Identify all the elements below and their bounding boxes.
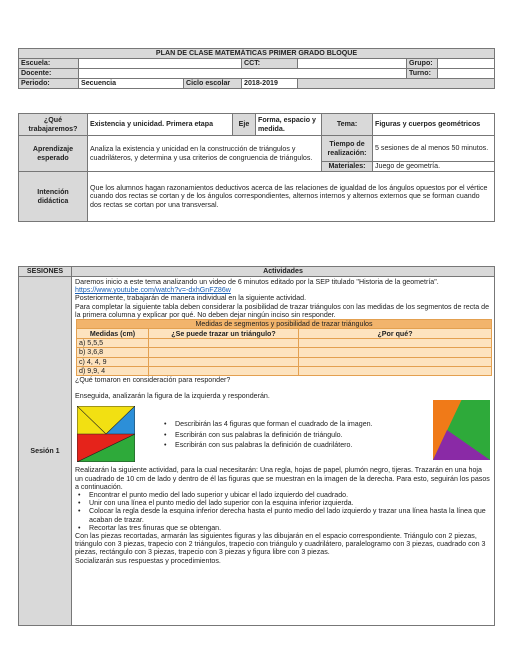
answer-cell[interactable] (149, 348, 299, 357)
grupo-label: Grupo: (407, 59, 438, 69)
measures-title-row (77, 320, 492, 329)
reason-cell[interactable] (299, 339, 492, 348)
reason-cell[interactable] (299, 366, 492, 375)
sesiones-header: SESIONES (19, 267, 72, 277)
measure-c: c) 4, 4, 9 (77, 357, 149, 366)
info-table (18, 113, 495, 222)
measures-title: Medidas de segmentos y posibilidad de trazar triángulos (77, 320, 492, 329)
measures-header-trazar: ¿Se puede trazar un triángulo? (149, 329, 299, 339)
measure-a: a) 5,5,5 (77, 339, 149, 348)
list-item: • Escribirán con sus palabras la definición de cuadrilátero. (161, 441, 411, 449)
table-row (77, 357, 492, 366)
figure-bullets (161, 420, 411, 449)
video-link[interactable]: https://www.youtube.com/watch?v=-dxhGnFZ86w (75, 286, 231, 295)
list-item: • Encontrar el punto medio del lado superior y ubicar el lado izquierdo del cuadrado. (75, 491, 491, 499)
list-item: • Unir con una línea el punto medio del lado superior con la esquina inferior izquierda. (75, 499, 491, 507)
intro-paragraph (75, 278, 491, 294)
plan-title: PLAN DE CLASE MATEMÁTICAS PRIMER GRADO BLOQUE (19, 49, 495, 59)
ciclo-value: 2018-2019 (242, 79, 298, 89)
list-item: • Recortar las tres finuras que se obtengan. (75, 524, 491, 532)
next-activity: Realizarán la siguiente actividad, para la cual necesitarán: Una regla, hojas de papel, plumón negro, tijeras. Trazarán en una hoja un cuadrado de 10 cm de lado y dentro de él las figuras que se muestran en la imagen de la derecha. Para esto, seguirán los pasos a continuación. (75, 466, 490, 491)
turno-field[interactable] (438, 69, 495, 79)
table-row (77, 339, 492, 348)
grupo-field[interactable] (438, 59, 495, 69)
answer-cell[interactable] (149, 366, 299, 375)
tiempo-label: Tiempo de realización: (322, 136, 373, 162)
activities-content (72, 277, 495, 626)
square-figure-left (77, 406, 135, 462)
cct-label: CCT: (242, 59, 298, 69)
materiales-value: Juego de geometría. (373, 162, 495, 172)
intencion-value: Que los alumnos hagan razonamientos deductivos acerca de las relaciones de igualdad de los ángulos opuestos por el vértice cuando dos rectas se cortan y de los ángulos correspondientes, alternos internos y alternos externos que se forman cuando dos rectas se cortan por una transversal. (88, 172, 495, 222)
eje-value: Forma, espacio y medida. (256, 114, 322, 136)
escuela-label: Escuela: (19, 59, 79, 69)
figures-area (75, 400, 491, 466)
session-label: Sesión 1 (19, 277, 72, 626)
answer-cell[interactable] (149, 357, 299, 366)
closing-text: Con las piezas recortadas, armarán las siguientes figuras y las dibujarán en el espacio correspondiente. Triángulo con 2 piezas, triángulo con 3 piezas, trapecio con 2 triángulos, trapecio con triángulo y cuadrilátero, paralelogramo con 3 piezas, cuadrado con 3 piezas, rectángulo con 3 piezas, trapecio con 3 piezas y figura libre con 3 piezas. (75, 532, 486, 557)
measure-b: b) 3,6,8 (77, 348, 149, 357)
measures-header-medidas: Medidas (cm) (77, 329, 149, 339)
measures-header-porque: ¿Por qué? (299, 329, 492, 339)
actividades-header: Actividades (72, 267, 495, 277)
individual-text: Posteriormente, trabajarán de manera individual en la siguiente actividad. (75, 294, 307, 303)
ciclo-label: Ciclo escolar (184, 79, 242, 89)
turno-label: Turno: (407, 69, 438, 79)
activities-table (18, 266, 495, 626)
escuela-field[interactable] (79, 59, 242, 69)
tema-label: Tema: (322, 114, 373, 136)
intencion-label: Intención didáctica (19, 172, 88, 222)
measures-header-row (77, 329, 492, 339)
table-row (77, 366, 492, 375)
docente-label: Docente: (19, 69, 79, 79)
tema-value: Figuras y cuerpos geométricos (373, 114, 495, 136)
tiempo-value: 5 sesiones de al menos 50 minutos. (373, 136, 495, 162)
aprendizaje-label: Aprendizaje esperado (19, 136, 88, 172)
table-row (77, 348, 492, 357)
docente-field[interactable] (79, 69, 407, 79)
list-item: • Escribirán con sus palabras la definición de triángulo. (161, 431, 411, 439)
measure-d: d) 9,9, 4 (77, 366, 149, 375)
reason-cell[interactable] (299, 348, 492, 357)
materiales-label: Materiales: (322, 162, 373, 172)
que-label: ¿Qué trabajaremos? (19, 114, 88, 136)
final-text: Socializarán sus respuestas y procedimientos. (75, 556, 221, 565)
intro-text: Daremos inicio a este tema analizando un video de 6 minutos editado por la SEP titulado "Historia de la geometría". (75, 278, 439, 286)
periodo-filler (298, 79, 495, 89)
que-value: Existencia y unicidad. Primera etapa (88, 114, 233, 136)
aprendizaje-value: Analiza la existencia y unicidad en la construcción de triángulos y cuadriláteros, y determina y usa criterios de congruencia de triángulos. (88, 136, 322, 172)
periodo-label: Periodo: (19, 79, 79, 89)
figure-intro: Enseguida, analizarán la figura de la izquierda y responderán. (75, 392, 270, 401)
question-text: ¿Qué tomaron en consideración para responder? (75, 376, 231, 385)
measures-table (76, 319, 492, 376)
answer-cell[interactable] (149, 339, 299, 348)
list-item: • Colocar la regla desde la esquina inferior derecha hasta el punto medio del lado izquierdo y trazar una línea hasta la línea que acaban de trazar. (75, 507, 491, 523)
reason-cell[interactable] (299, 357, 492, 366)
square-figure-right (433, 400, 490, 460)
header-table (18, 48, 495, 89)
cct-field[interactable] (298, 59, 407, 69)
periodo-value: Secuencia (79, 79, 184, 89)
eje-label: Eje (233, 114, 256, 136)
table-instructions: Para completar la siguiente tabla deben considerar la posibilidad de trazar triángulos con las medidas de los segmentos de recta de la primera columna y explicar por qué. No deben dejar ningún inciso sin responder. (75, 302, 490, 319)
list-item: • Describirán las 4 figuras que forman el cuadrado de la imagen. (161, 420, 411, 428)
